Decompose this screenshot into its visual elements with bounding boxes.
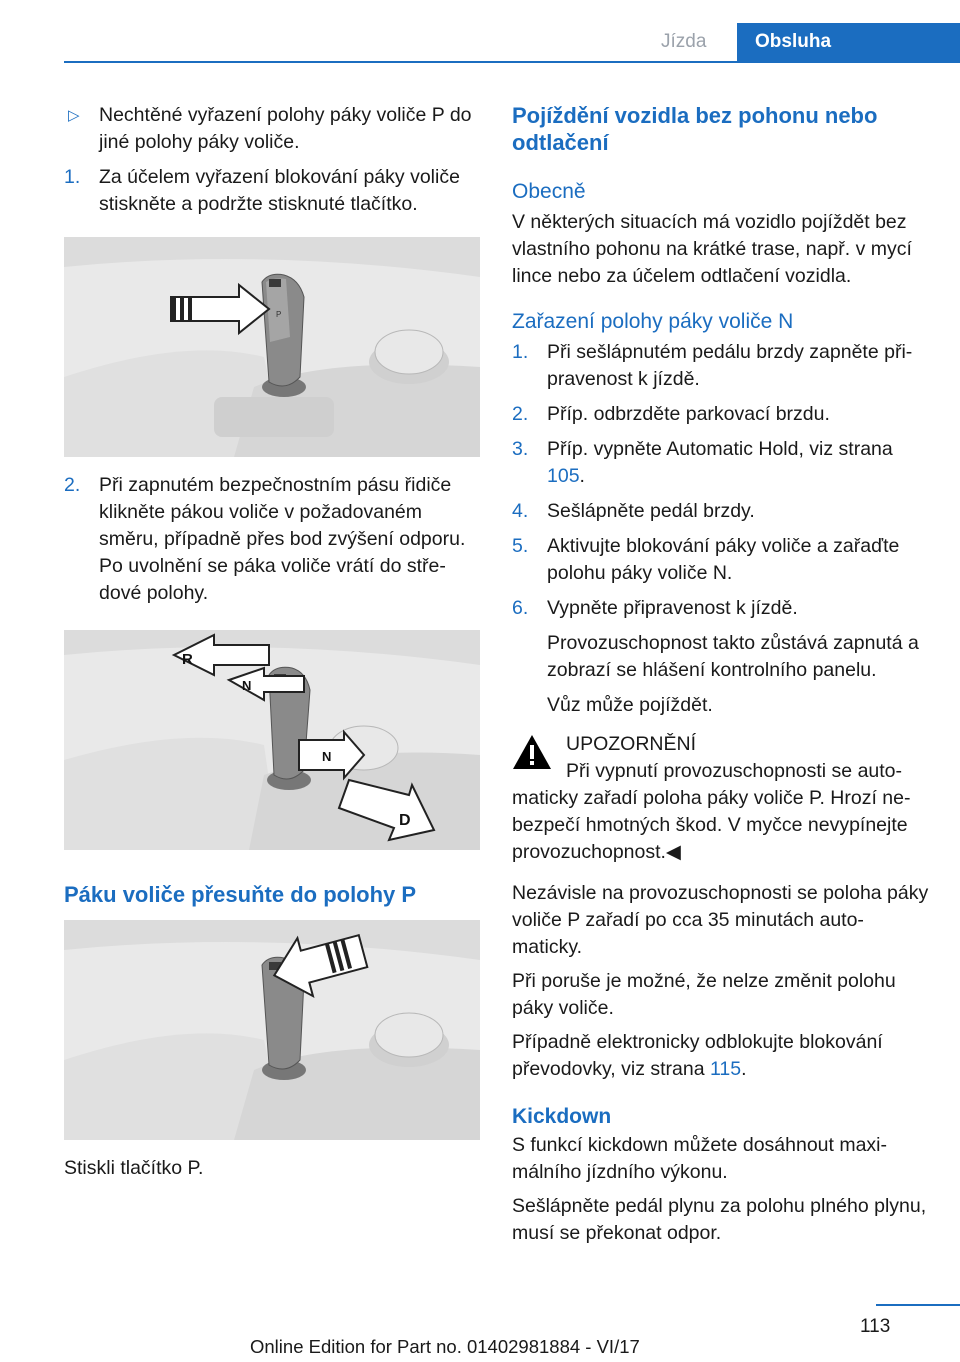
gear-selector-p-button-illustration	[64, 920, 480, 1140]
paragraph-unlock-text: Případně elektronicky odblokujte blokování převodovky, viz strana	[512, 1031, 883, 1080]
list-number: 4.	[512, 500, 529, 522]
note-text: Vůz může pojíždět.	[547, 694, 713, 716]
list-number: 1.	[512, 341, 529, 363]
edition-footer: Online Edition for Part no. 01402981884 - VI/17	[250, 1336, 640, 1357]
step-text: Sešlápněte pedál brzdy.	[547, 500, 755, 522]
list-number: 3.	[512, 438, 529, 460]
step-text: Při sešlápnutém pedálu brzdy zapněte při-pravenost k jízdě.	[547, 341, 913, 390]
warning-line-1: Při vypnutí provozuschopnosti se auto-	[566, 760, 903, 782]
step-2	[512, 401, 932, 428]
general-paragraph: V některých situacích má vozidlo pojíždět bez vlastního pohonu na krátké trase, např. v mycí lince nebo za účelem odtlačení vozidla.	[512, 211, 912, 287]
section-title-towing: Pojíždění vozidla bez pohonu nebo odtlačení	[512, 103, 878, 155]
step-text: Vypněte připravenost k jízdě.	[547, 597, 798, 619]
triangle-marker-icon: ▷	[68, 107, 80, 124]
kickdown-paragraph-2: Sešlápněte pedál plynu za polohu plného plynu, musí se překonat odpor.	[512, 1195, 927, 1244]
svg-text:P: P	[276, 310, 282, 319]
gear-selector-directions-illustration	[64, 630, 480, 850]
paragraph-fault: Při poruše je možné, že nelze změnit polohu páky voliče.	[512, 970, 896, 1019]
section-title-move-to-p: Páku voliče přesuňte do polohy P	[64, 882, 417, 907]
list-item-text: Při zapnutém bezpečnostním pásu řidiče klikněte pákou voliče v požadovaném směru, případně přes bod zvýšení odporu. Po uvolnění se páka voliče vrátí do stře-dové polohy.	[99, 474, 466, 604]
step-5	[512, 533, 932, 587]
warning-icon	[512, 734, 552, 770]
left-column	[64, 102, 480, 1182]
step-4	[512, 498, 932, 525]
list-number: 2.	[512, 403, 529, 425]
warning-block	[512, 731, 932, 785]
label-d: D	[399, 812, 411, 829]
list-number: 6.	[512, 597, 529, 619]
list-number: 1.	[64, 166, 81, 188]
step-text: Aktivujte blokování páky voliče a zařaďte polohu páky voliče N.	[547, 535, 900, 584]
warning-title: UPOZORNĚNÍ	[566, 733, 697, 755]
header-rule	[64, 61, 960, 63]
right-column	[512, 102, 932, 1247]
list-item-text: Za účelem vyřazení blokování páky voliče stiskněte a podržte stisknuté tlačítko.	[99, 166, 460, 215]
page-link-105[interactable]: 105	[547, 465, 580, 487]
list-item-1	[64, 164, 480, 218]
step-6-note-1	[512, 630, 932, 684]
label-r: R	[182, 651, 193, 668]
paragraph-unlock-end: .	[741, 1058, 747, 1080]
paragraph-auto-p: Nezávisle na provozuschopnosti se poloha páky voliče P zařadí po cca 35 minutách auto-maticky.	[512, 882, 929, 958]
step-text: Příp. odbrzděte parkovací brzdu.	[547, 403, 830, 425]
note-text: Provozuschopnost takto zůstává zapnutá a zobrazí se hlášení kontrolního panelu.	[547, 632, 919, 681]
list-number: 2.	[64, 474, 81, 496]
list-number: 5.	[512, 535, 529, 557]
subsection-title-kickdown: Kickdown	[512, 1105, 612, 1128]
page-number: 113	[860, 1316, 891, 1337]
tab-obsluha[interactable]: Obsluha	[737, 23, 960, 61]
step-1	[512, 339, 932, 393]
subsection-title-n-position: Zařazení polohy páky voliče N	[512, 310, 794, 333]
paragraph-unlock	[512, 1029, 932, 1083]
tab-jizda[interactable]: Jízda	[661, 31, 707, 52]
list-item-unwanted	[64, 102, 480, 156]
step-3	[512, 436, 932, 490]
warning-text: maticky zařadí poloha páky voliče P. Hrozí ne-bezpečí hmotných škod. V myčce nevypínejte provozuchopnost.◀	[512, 787, 911, 863]
label-n-bottom: N	[322, 749, 332, 764]
footer-rule	[876, 1304, 960, 1306]
page-link-115[interactable]: 115	[709, 1058, 742, 1080]
label-n-top: N	[242, 678, 252, 693]
subsection-title-general: Obecně	[512, 180, 586, 203]
caption: Stiskli tlačítko P.	[64, 1157, 204, 1179]
gear-selector-button-illustration	[64, 237, 480, 457]
step-6-note-2	[512, 692, 932, 719]
kickdown-paragraph-1: S funkcí kickdown můžete dosáhnout maxi-málního jízdního výkonu.	[512, 1134, 888, 1183]
list-item-text: Nechtěné vyřazení polohy páky voliče P do jiné polohy páky voliče.	[99, 104, 472, 153]
step-text: Příp. vypněte Automatic Hold, viz strana	[547, 438, 893, 460]
step-6	[512, 595, 932, 622]
step-text-end: .	[579, 465, 585, 487]
list-item-2	[64, 472, 480, 607]
